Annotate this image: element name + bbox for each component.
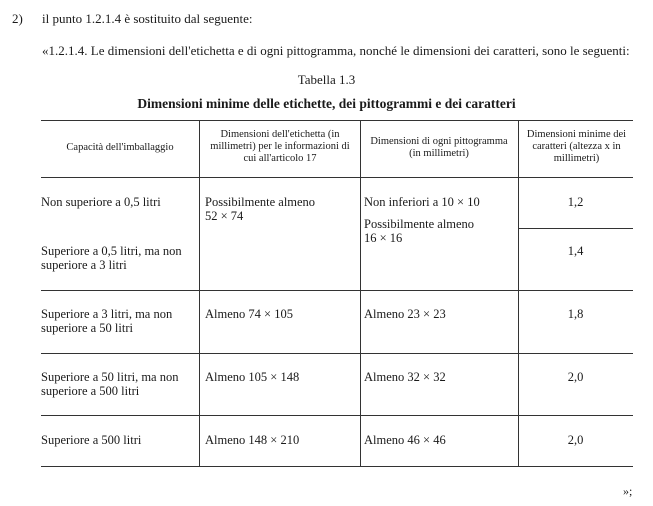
column-rule — [360, 120, 361, 467]
table-title: Dimensioni minime delle etichette, dei pittogrammi e dei caratteri — [137, 96, 516, 111]
capacity-cell: Superiore a 0,5 litri, ma non superiore a 3 litri — [41, 244, 182, 272]
closing-quote: »; — [623, 484, 633, 498]
pictogram-size-merged-line2: Possibilmente almeno 16 × 16 — [364, 217, 475, 245]
header-label-size: Dimensioni dell'etichetta (in millimetri) per le informazioni di cui all'articolo 17 — [210, 129, 350, 164]
label-size-cell: Almeno 148 × 210 — [205, 433, 300, 447]
row-rule — [41, 415, 633, 416]
capacity-cell: Superiore a 50 litri, ma non superiore a 500 litri — [41, 370, 179, 398]
table-label: Tabella 1.3 — [297, 72, 356, 87]
amendment-text: «1.2.1.4. Le dimensioni dell'etichetta e di ogni pittogramma, nonché le dimensioni dei caratteri, sono le seguenti: — [42, 43, 630, 58]
min-char-cell: 2,0 — [567, 433, 584, 447]
capacity-cell: Superiore a 3 litri, ma non superiore a 50 litri — [41, 307, 173, 335]
item-number: 2) — [12, 11, 23, 26]
label-size-merged-cell: Possibilmente almeno 52 × 74 — [205, 195, 316, 223]
row-rule — [518, 228, 633, 229]
row-rule — [41, 290, 633, 291]
header-bottom-rule — [41, 177, 633, 178]
pictogram-size-cell: Almeno 32 × 32 — [364, 370, 446, 384]
min-char-cell: 2,0 — [567, 370, 584, 384]
min-char-cell: 1,8 — [567, 307, 584, 321]
label-size-cell: Almeno 74 × 105 — [205, 307, 293, 321]
table-top-rule — [41, 120, 633, 121]
row-rule — [41, 353, 633, 354]
pictogram-size-cell: Almeno 46 × 46 — [364, 433, 446, 447]
pictogram-size-merged-line1: Non inferiori a 10 × 10 — [364, 195, 480, 209]
header-capacity: Capacità dell'imballaggio — [66, 142, 174, 153]
label-size-cell: Almeno 105 × 148 — [205, 370, 300, 384]
pictogram-size-cell: Almeno 23 × 23 — [364, 307, 446, 321]
capacity-cell: Superiore a 500 litri — [41, 433, 142, 447]
item-text: il punto 1.2.1.4 è sostituito dal seguente: — [42, 11, 253, 26]
table-bottom-rule — [41, 466, 633, 467]
column-rule — [199, 120, 200, 467]
min-char-cell: 1,2 — [567, 195, 584, 209]
column-rule — [518, 120, 519, 467]
header-pictogram-size: Dimensioni di ogni pittogramma (in millimetri) — [370, 136, 508, 159]
min-char-cell: 1,4 — [567, 244, 584, 258]
header-min-char: Dimensioni minime dei caratteri (altezza x in millimetri) — [526, 129, 627, 164]
capacity-cell: Non superiore a 0,5 litri — [41, 195, 161, 209]
